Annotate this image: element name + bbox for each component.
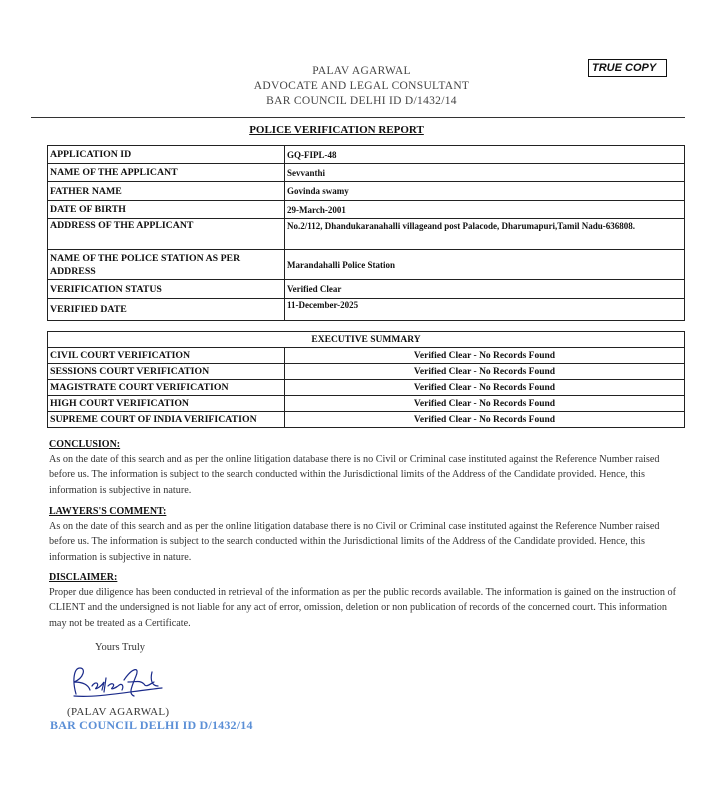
court-label: SUPREME COURT OF INDIA VERIFICATION: [48, 412, 285, 428]
header-divider: [31, 117, 685, 118]
letterhead: [0, 64, 723, 109]
table-row: [48, 219, 685, 250]
field-value: Sevvanthi: [285, 164, 685, 182]
field-value: 11-December-2025: [285, 299, 685, 321]
court-status: Verified Clear - No Records Found: [285, 396, 685, 412]
table-row: [48, 250, 685, 280]
field-label: NAME OF THE APPLICANT: [48, 164, 285, 182]
field-label: APPLICATION ID: [48, 146, 285, 164]
disclaimer-text: Proper due diligence has been conducted in retrieval of the information as per the public records available. The information is gained on the instruction of CLIENT and the undersigned is not liable for any act of error, omission, deletion or non publication of records of the concerned court. This information may not be treated as a Certificate.: [49, 587, 676, 629]
field-value: 29-March-2001: [285, 201, 685, 219]
court-status: Verified Clear - No Records Found: [285, 348, 685, 364]
court-label: HIGH COURT VERIFICATION: [48, 396, 285, 412]
applicant-details-table: [47, 145, 685, 321]
court-label: SESSIONS COURT VERIFICATION: [48, 364, 285, 380]
court-status: Verified Clear - No Records Found: [285, 412, 685, 428]
executive-summary-table: [47, 331, 685, 428]
field-label: VERIFIED DATE: [48, 299, 285, 321]
table-row: [48, 146, 685, 164]
table-row: [48, 364, 685, 380]
court-status: Verified Clear - No Records Found: [285, 364, 685, 380]
disclaimer-section: [49, 570, 681, 631]
table-row: [48, 182, 685, 201]
table-row: [48, 380, 685, 396]
table-row: [48, 280, 685, 299]
field-label: DATE OF BIRTH: [48, 201, 285, 219]
field-value: Marandahalli Police Station: [285, 250, 685, 280]
table-row: [48, 164, 685, 182]
field-value: No.2/112, Dhandukaranahalli villageand post Palacode, Dharumapuri,Tamil Nadu-636808.: [285, 219, 685, 250]
conclusion-section: [49, 437, 681, 498]
letterhead-title: ADVOCATE AND LEGAL CONSULTANT: [253, 80, 470, 92]
field-value: Govinda swamy: [285, 182, 685, 201]
field-label: NAME OF THE POLICE STATION AS PER ADDRESS: [48, 250, 285, 280]
court-label: MAGISTRATE COURT VERIFICATION: [48, 380, 285, 396]
court-label: CIVIL COURT VERIFICATION: [48, 348, 285, 364]
letterhead-name: PALAV AGARWAL: [312, 65, 411, 77]
conclusion-heading: CONCLUSION:: [49, 439, 121, 450]
field-value: GQ-FIPL-48: [285, 146, 685, 164]
field-label: VERIFICATION STATUS: [48, 280, 285, 299]
summary-heading: EXECUTIVE SUMMARY: [48, 332, 685, 348]
lawyers-comment-text: As on the date of this search and as per the online litigation database there is no Civil or Criminal case instituted against the Reference Number raised before us. The information is subject to the search conducted within the Jurisdictional limits of the Address of the Candidate provided. Hence, this information is subjective in nature.: [49, 521, 660, 563]
lawyers-comment-heading: LAWYERS'S COMMENT:: [49, 506, 167, 517]
table-header-row: [48, 332, 685, 348]
signatory-bar-id: BAR COUNCIL DELHI ID D/1432/14: [50, 718, 253, 732]
field-label: FATHER NAME: [48, 182, 285, 201]
conclusion-text: As on the date of this search and as per the online litigation database there is no Civil or Criminal case instituted against the Reference Number raised before us. The information is subject to the search conducted within the Jurisdictional limits of the Address of the Candidate provided. Hence, this information is subjective in nature.: [49, 454, 660, 496]
signature-image: [66, 660, 166, 702]
lawyers-comment-section: [49, 504, 681, 565]
table-row: [48, 396, 685, 412]
field-value: Verified Clear: [285, 280, 685, 299]
table-row: [48, 299, 685, 321]
table-row: [48, 348, 685, 364]
court-status: Verified Clear - No Records Found: [285, 380, 685, 396]
signatory-name: (PALAV AGARWAL): [67, 706, 170, 718]
report-title: POLICE VERIFICATION REPORT: [249, 124, 424, 136]
table-row: [48, 201, 685, 219]
disclaimer-heading: DISCLAIMER:: [49, 572, 118, 583]
letterhead-bar-id: BAR COUNCIL DELHI ID D/1432/14: [266, 95, 457, 107]
field-label: ADDRESS OF THE APPLICANT: [48, 219, 285, 250]
closing-salutation: Yours Truly: [95, 642, 146, 653]
true-copy-stamp: TRUE COPY: [588, 59, 667, 77]
table-row: [48, 412, 685, 428]
